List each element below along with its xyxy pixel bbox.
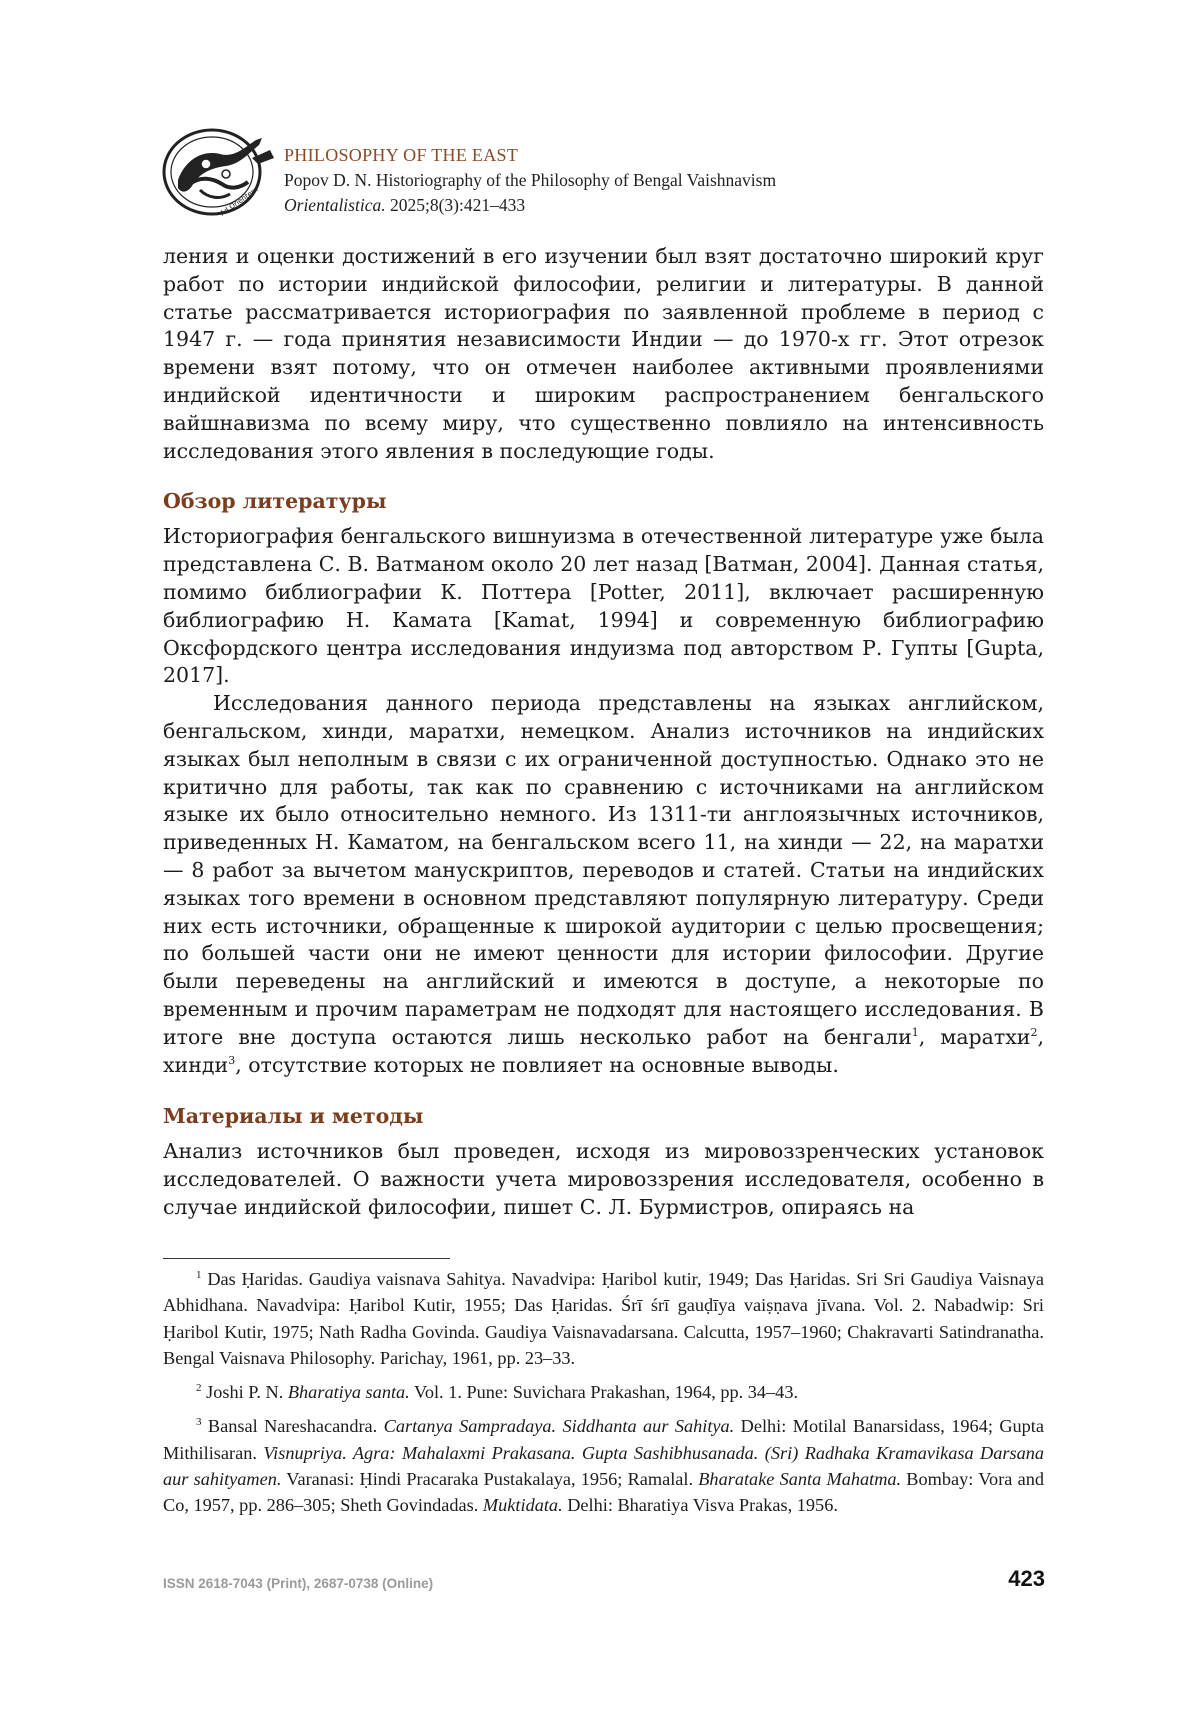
footnote-title: Cartanya Sampradaya. Siddhanta aur Sahitya. [383, 1416, 735, 1437]
footnote-title: Bharatake Santa Mahatma. [698, 1469, 902, 1490]
issn-footer: ISSN 2618-7043 (Print), 2687-0738 (Online) [163, 1576, 434, 1591]
footnote-ref-2[interactable]: 2 [1030, 1025, 1038, 1039]
paragraph-text: , отсутствие которых не повлияет на основные выводы. [235, 1052, 839, 1077]
footnote-text: Bombay: Vora and Co, 1957, pp. 286–305; Sheth Govindadas. [163, 1469, 1044, 1516]
page-number: 423 [1008, 1566, 1045, 1591]
footnote-ref-1[interactable]: 1 [911, 1025, 919, 1039]
paragraph-text: , маратхи [918, 1024, 1031, 1049]
footnote-number: 1 [196, 1268, 202, 1281]
section-heading-literature-review: Обзор литературы [163, 489, 387, 514]
article-reference: Popov D. N. Historiography of the Philosophy of Bengal Vaishnavism [284, 170, 777, 190]
footnote-number: 3 [196, 1416, 202, 1429]
footnote-title: Visnupriya. Agra: Mahalaxmi Prakasana. Gupta Sashibhusanada. (Sri) Radhaka Kramavikasa Darsana aur sahityamen. [163, 1442, 1044, 1490]
paragraph-text: , хинди [163, 1024, 1044, 1077]
footnote-text: Bansal Nareshacandra. [207, 1416, 384, 1437]
footnote-2 [163, 1379, 1044, 1405]
journal-logo [160, 128, 278, 223]
footnote-text: Das Ḥaridas. Gaudiya vaisnava Sahitya. Navadvipa: Ḥaribol kutir, 1949; Das Ḥaridas. Sri Sri Gaudiya Vaisnaya Abhidhana. Navadvipa: Ḥaribol Kutir, 1955; Das Ḥaridas. Śrī śrī gauḍīya vaiṣṇava jīvana. Vol. 2. Nabadwip: Sri Ḥaribol Kutir, 1975; Nath Radha Govinda. Gaudiya Vaisnavadarsana. Calcutta, 1957–1960; Chakravarti Satindranatha. Bengal Vaisnava Philosophy. Parichay, 1961, pp. 23–33. [163, 1269, 1044, 1368]
footnote-title: Muktidata. [482, 1495, 563, 1516]
footnote-3 [163, 1413, 1044, 1518]
journal-name: Orientalistica. [284, 195, 386, 215]
footnotes [163, 1266, 1044, 1519]
main-text [163, 243, 1044, 1222]
footnote-text: Delhi: Bharatiya Visva Prakas, 1956. [562, 1495, 838, 1516]
journal-section-title: PHILOSOPHY OF THE EAST [284, 145, 519, 165]
footnote-title: Bharatiya santa. [287, 1382, 410, 1403]
literature-paragraph-2 [163, 690, 1044, 1079]
footnote-text: Vol. 1. Pune: Suvichara Prakashan, 1964, pp. 34–43. [409, 1382, 799, 1403]
journal-citation [284, 193, 776, 218]
footnote-text: Delhi: Motilal Banarsidass, 1964; Gupta Mithilisaran. [163, 1416, 1044, 1463]
footnote-text: Joshi P. N. [206, 1382, 288, 1403]
footnote-1 [163, 1266, 1044, 1371]
footnote-text: Varanasi: Ḥindi Pracaraka Pustakalaya, 1956; Ramalal. [281, 1469, 699, 1490]
literature-paragraph-1: Историография бенгальского вишнуизма в отечественной литературе уже была представлена С. В. Ватманом около 20 лет назад [Ватман, 2004]. Данная статья, помимо библиографии К. Поттера [Potter, 2011], включает расширенную библиографию Н. Камата [Kamat, 1994] и современную библиографию Оксфордского центра исследования индуизма под авторством Р. Гупты [Gupta, 2017]. [163, 524, 1044, 688]
footnote-number: 2 [196, 1382, 202, 1395]
methods-paragraph: Анализ источников был проведен, исходя из мировоззренческих установок исследователей. О важности учета мировоззрения исследователя, особенно в случае индийской философии, пишет С. Л. Бурмистров, опираясь на [163, 1139, 1044, 1219]
footnote-ref-3[interactable]: 3 [228, 1053, 236, 1067]
intro-paragraph: ления и оценки достижений в его изучении был взят достаточно широкий круг работ по истории индийской философии, религии и литературы. В данной статье рассматривается историография по заявленной проблеме в период с 1947 г. — года принятия независимости Индии — до 1970-х гг. Этот отрезок времени взят потому, что он отмечен наиболее активными проявлениями индийской идентичности и широким распространением бенгальского вайшнавизма по всему миру, что существенно повлияло на интенсивность исследования этого явления в последующие годы. [163, 244, 1044, 463]
footnote-divider [163, 1258, 450, 1259]
running-header [160, 128, 1060, 223]
section-heading-materials-methods: Материалы и методы [163, 1104, 424, 1129]
paragraph-text: Исследования данного периода представлены на языках английском, бенгальском, хинди, маратхи, немецком. Анализ источников на индийских языках был неполным в связи с их ограниченной доступностью. Однако это не критично для работы, так как по сравнению с источниками на английском языке их было относительно немного. Из 1311-ти англоязычных источников, приведенных Н. Каматом, на бенгальском всего 11, на хинди — 22, на маратхи — 8 работ за вычетом манускриптов, переводов и статей. Статьи на индийских языках того времени в основном представляют популярную литературу. Среди них есть источники, обращенные к широкой аудитории с целью просвещения; по большей части они не имеют ценности для истории философии. Другие были переведены на английский и имеются в доступе, а некоторые по временным и прочим параметрам не подходят для настоящего исследования. В итоге вне доступа остаются лишь несколько работ на бенгали [163, 691, 1044, 1049]
logo-text: Ad Orientem [218, 185, 260, 218]
journal-issue: 2025;8(3):421–433 [385, 195, 526, 215]
